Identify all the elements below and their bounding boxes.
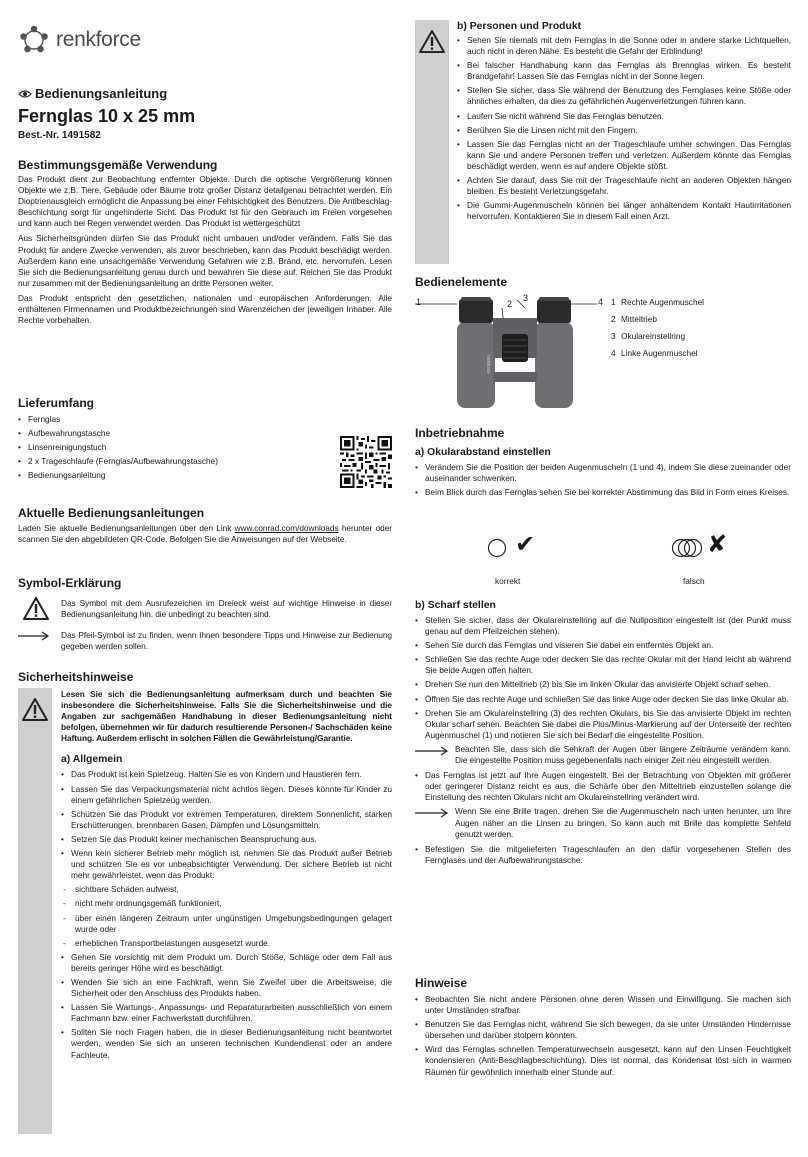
notes-list xyxy=(415,994,791,1078)
list-item: • Schließen Sie das rechte Auge oder decken Sie das rechte Okular mit der Hand leicht ab während Sie beide Augen offen halten. xyxy=(415,654,791,676)
manuals-section xyxy=(18,506,392,549)
conditions-list xyxy=(61,884,392,948)
list-item: • Das Produkt ist kein Spielzeug. Halten Sie es von Kindern und Haustieren fern. xyxy=(61,769,392,780)
focus-list xyxy=(415,615,791,741)
list-item: • Verändern Sie die Position der beiden Augenmuscheln (1 und 4), indem Sie diese zueinander oder auseinander schwenken. xyxy=(415,462,791,484)
general-list xyxy=(61,769,392,881)
list-item: • Wenn kein sicherer Betrieb mehr möglich ist, nehmen Sie das Produkt außer Betrieb und schützen Sie es vor unbeabsichtigter Verwendung. Der sichere Betrieb ist nicht mehr gewährleistet, wenn das Produkt: xyxy=(61,848,392,881)
list-item: • 2 x Trageschlaufe (Fernglas/Aufbewahrungstasche) xyxy=(18,456,392,467)
general-heading: a) Allgemein xyxy=(61,754,123,766)
warning-icon xyxy=(22,596,50,621)
list-item: • Bei falscher Handhabung kann das Fernglas als Brennglas wirken. Es besteht Brandgefahr! Lassen Sie das Fernglas nicht in der Sonne liegen. xyxy=(457,60,791,82)
list-item: - nicht mehr ordnungsgemäß funktioniert, xyxy=(61,898,392,909)
list-item: • Beim Blick durch das Fernglas sehen Sie bei korrekter Abstimmung das Bild in Form eines Kreises. xyxy=(415,487,791,498)
callout-label: 2 xyxy=(507,299,513,309)
list-item: - erheblichen Transportbelastungen ausgesetzt wurde. xyxy=(61,938,392,949)
list-item: • Drehen Sie nun den Mitteltrieb (2) bis Sie im linken Okular das anvisierte Objekt scharf sehen. xyxy=(415,679,791,690)
page-title: Fernglas 10 x 25 mm xyxy=(18,106,196,126)
check-icon: ✔ xyxy=(515,531,536,558)
arrow-right-icon xyxy=(18,631,50,641)
list-item: • Sollten Sie noch Fragen haben, die in dieser Bedienungsanleitung nicht beantwortet werden, wenden Sie sich an unseren technischen Kundendienst oder an andere Fachleute. xyxy=(61,1027,392,1060)
focus-section xyxy=(415,599,791,869)
tip-block xyxy=(415,744,791,766)
qr-code[interactable] xyxy=(340,436,392,488)
notes-heading: Hinweise xyxy=(415,976,468,990)
persons-section xyxy=(457,20,791,225)
controls-heading: Bedienelemente xyxy=(415,275,508,289)
general-list-2 xyxy=(61,952,392,1061)
double-circle-icon xyxy=(671,538,703,558)
list-item: • Laufen Sie nicht während Sie das Fernglas benutzen. xyxy=(457,111,791,122)
renkforce-logo-icon xyxy=(18,25,50,55)
list-item: • Wird das Fernglas schnellen Temperaturwechseln ausgesetzt, kann auf den Linsen Feuchtigkeit kondensieren (Anti-Beschlagbeschichtung). Dies ist normal, das Kondensat löst sich in warmen Räumen für gewöhnlich innerhalb einer Stunde auf. xyxy=(415,1044,791,1077)
warning-icon xyxy=(418,29,446,54)
tip-text: Wenn Sie eine Brille tragen, drehen Sie die Augenmuscheln nach unten herunter, um Ihre Augen näher an die Linsen zu bringen. So kann auch mit Brille das komplette Sehfeld genutzt werden. xyxy=(455,806,791,839)
notes-section xyxy=(415,976,791,1081)
list-item: • Stellen Sie sicher, dass Sie während der Benutzung des Fernglases keine Stöße oder ähnliches erhalten, da dies zu gefährlichen Augenverletzungen führen kann. xyxy=(457,85,791,107)
brand-name: renkforce xyxy=(56,28,141,51)
focus-list-2 xyxy=(415,770,791,803)
list-item: • Lassen Sie das Verpackungsmaterial nicht achtlos liegen. Dieses könnte für Kinder zu einem gefährlichen Spielzeug werden. xyxy=(61,784,392,806)
list-item: • Wenden Sie sich an eine Fachkraft, wenn Sie Zweifel über die Arbeitsweise, die Sicherheit oder den Anschluss des Produkts haben. xyxy=(61,977,392,999)
persons-list xyxy=(457,35,791,222)
doc-type: Bedienungsanleitung xyxy=(35,86,168,101)
eye-icon xyxy=(18,89,32,99)
list-item: • Achten Sie darauf, dass Sie mit der Trageschlaufe nicht an anderen Objekten hängen bleiben. Es besteht Verletzungsgefahr. xyxy=(457,175,791,197)
order-number: Best.-Nr. 1491582 xyxy=(18,130,101,141)
legend-item: 2 Mitteltrieb xyxy=(611,314,657,324)
safety-section xyxy=(18,670,392,684)
intended-use-p3: Das Produkt entspricht den gesetzlichen, nationalen und europäischen Anforderungen. Alle enthaltenen Firmennamen und Produktbezeichnungen sind Warenzeichen der jeweiligen Inhaber. Alle Rechte vorbehalten. xyxy=(18,292,392,326)
brand-logo xyxy=(18,25,158,55)
persons-warning-bar xyxy=(415,20,449,264)
intended-use-p2: Aus Sicherheitsgründen dürfen Sie das Produkt nicht umbauen und/oder verändern. Falls Sie das Produkt für andere Zwecke verwenden, als zuvor beschrieben, kann das Produkt beschädigt werden. Außerdem kann eine unsachgemäße Verwendung Gefahren wie z.B. Brand, etc. hervorrufen. Lesen Sie sich die Bedienungsanleitung genau durch und bewahren Sie diese auf. Reichen Sie das Produkt nur zusammen mit der Bedienungsanleitung an dritte Personen weiter. xyxy=(18,233,392,288)
focus-list-3 xyxy=(415,844,791,866)
tip-block xyxy=(415,806,791,839)
list-item: • Beobachten Sie nicht andere Personen ohne deren Wissen und Einwilligung. Sie machen sich unter Umständen strafbar. xyxy=(415,994,791,1016)
delivery-heading: Lieferumfang xyxy=(18,396,95,410)
intended-use-heading: Bestimmungsgemäße Verwendung xyxy=(18,158,218,172)
symbols-heading: Symbol-Erklärung xyxy=(18,576,122,590)
warning-icon xyxy=(21,697,49,722)
list-item: • Benutzen Sie das Fernglas nicht, während Sie sich bewegen, da sie unter Umständen Hindernisse übersehen und darüber stolpern könnten. xyxy=(415,1019,791,1041)
safety-body xyxy=(61,689,392,1064)
list-item: • Fernglas xyxy=(18,414,392,425)
list-item: • Das Fernglas ist jetzt auf Ihre Augen eingestellt. Bei der Betrachtung von Objekten mit größerer oder geringerer Distanz reicht es aus, die Schärfe über den Mitteltrieb einzustellen solange die Einstellung des rechten Okulars nicht am Okulareinstellring verändert wird. xyxy=(415,770,791,803)
intended-use-section xyxy=(18,158,392,330)
callout-label: 1 xyxy=(416,297,422,307)
list-item: • Öffnen Sie das rechte Auge und schließen Sie das linke Auge oder decken Sie das linke Okular ab. xyxy=(415,694,791,705)
list-item: • Befestigen Sie die mitgelieferten Trageschlaufen an den dafür vorgesehenen Stellen des Fernglases und der Aufbewahrungstasche. xyxy=(415,844,791,866)
wrong-label: falsch xyxy=(683,576,705,586)
warning-symbol-text: Das Symbol mit dem Ausrufezeichen im Dreieck weist auf wichtige Hinweise in dieser Bedienungsanleitung hin, die unbedingt zu beachten sind. xyxy=(61,598,392,620)
list-item: - sichtbare Schäden aufweist, xyxy=(61,884,392,895)
list-item: • Lassen Sie Wartungs-, Anpassungs- und Reparaturarbeiten ausschließlich von einem Fachmann bzw. einer Fachwerkstatt durchführen. xyxy=(61,1002,392,1024)
symbols-section xyxy=(18,576,392,652)
eye-distance-heading: a) Okularabstand einstellen xyxy=(415,447,551,458)
list-item: • Aufbewahrungstasche xyxy=(18,428,392,439)
bridge-brand-label: renkforce xyxy=(486,355,491,374)
list-item: • Die Gummi-Augenmuscheln können bei länger anhaltendem Kontakt Hautirritationen hervorrufen. Kontaktieren Sie in diesem Fall einen Arzt. xyxy=(457,200,791,222)
operation-section xyxy=(415,426,791,501)
cross-icon: ✘ xyxy=(707,531,728,558)
list-item: • Linsenreinigungstuch xyxy=(18,442,392,453)
legend-item: 4 Linke Augenmuschel xyxy=(611,348,698,358)
list-item: • Lassen Sie das Fernglas nicht an der Trageschlaufe umher schwingen. Das Fernglas kann Sie und andere Personen treffen und verletzen. Außerdem könnte das Fernglas beschädigt werden, wenn es auf andere Objekte stößt. xyxy=(457,139,791,172)
list-item: • Setzen Sie das Produkt keiner mechanischen Beanspruchung aus. xyxy=(61,834,392,845)
legend-item: 3 Okulareinstellring xyxy=(611,331,686,341)
callout-label: 4 xyxy=(598,297,604,307)
persons-heading: b) Personen und Produkt xyxy=(457,21,582,32)
operation-heading: Inbetriebnahme xyxy=(415,426,505,440)
arrow-right-icon xyxy=(415,808,449,818)
focus-heading: b) Scharf stellen xyxy=(415,600,496,611)
list-item: • Stellen Sie sicher, dass der Okulareinstellring auf die Nullposition eingestellt ist (der Punkt muss genau auf dem Pfeilzeichen stehen). xyxy=(415,615,791,637)
title-block xyxy=(18,86,392,142)
safety-warning-bar xyxy=(18,688,52,1134)
list-item: • Drehen Sie am Okulareinstellring (3) des rechten Okulars, bis Sie das anvisierte Objekt im rechten Okular scharf sehen. Beachten Sie dabei die Plus/Minus-Markierung auf der Unterseite der rechten Augenmuschel (1) und notieren Sie sich bei Bedarf die eingestellte Position. xyxy=(415,708,791,741)
controls-legend xyxy=(611,297,791,365)
intended-use-p1: Das Produkt dient zur Beobachtung entfernter Objekte. Durch die optische Vergrößerung können Objekte wie z.B. Tiere, Gebäude oder Bäume trotz großer Distanz detailgenau betrachtet werden. Ein Dioptrienausgleich ermöglicht die Anpassung bei einer Fehlsichtigkeit des Benutzers. Die Antibeschlag-Beschichtung sorgt für ungehinderte Sicht. Das Produkt ist für den Gebrauch im Freien vorgesehen und kann auch bei Regen verwendet werden. Das Produkt ist wettergeschützt xyxy=(18,174,393,229)
eye-distance-list xyxy=(415,462,791,498)
safety-intro: Lesen Sie sich die Bedienungsanleitung aufmerksam durch und beachten Sie insbesondere die Sicherheitshinweise. Falls Sie die Sicherheitshinweise und die Angaben zur sachgemäßen Handhabung in dieser Bedienungsanleitung nicht befolgen, übernehmen wir für dadurch resultierende Personen-/ Sachschäden keine Haftung. Außerdem erlischt in solchen Fällen die Gewährleistung/Garantie. xyxy=(61,689,392,744)
single-circle-icon xyxy=(487,538,507,558)
manuals-text: Laden Sie aktuelle Bedienungsanleitungen über den Link www.conrad.com/downloads herunter oder scannen Sie den abgebildeten QR-Code. Befolgen Sie die Anweisungen auf der Webseite. xyxy=(18,523,393,545)
list-item: • Bedienungsanleitung xyxy=(18,470,392,481)
arrow-right-icon xyxy=(415,746,449,756)
list-item: - über einen längeren Zeitraum unter ungünstigen Umgebungsbedingungen gelagert wurde oder xyxy=(61,913,392,935)
arrow-symbol-text: Das Pfeil-Symbol ist zu finden, wenn Ihnen besondere Tipps und Hinweise zur Bedienung gegeben werden sollen. xyxy=(61,630,392,652)
delivery-section xyxy=(18,396,392,484)
binoculars-diagram xyxy=(415,294,605,414)
list-item: • Berühren Sie die Linsen nicht mit den Fingern. xyxy=(457,125,791,136)
callout-label: 3 xyxy=(523,293,529,303)
controls-section xyxy=(415,275,791,289)
correct-label: korrekt xyxy=(495,576,521,586)
list-item: • Schützen Sie das Produkt vor extremen Temperaturen, direktem Sonnenlicht, starken Erschütterungen, brennbaren Gasen, Dämpfen und Lösungsmitteln. xyxy=(61,809,392,831)
legend-item: 1 Rechte Augenmuschel xyxy=(611,297,705,307)
delivery-list xyxy=(18,414,392,481)
tip-text: Beachten Sie, dass sich die Sehkraft der Augen über längere Zeiträume verändern kann. Die eingestellte Position muss gegebenenfalls nach einiger Zeit neu eingestellt werden. xyxy=(455,743,791,766)
list-item: • Sehen Sie durch das Fernglas und visieren Sie dabei ein entferntes Objekt an. xyxy=(415,640,791,651)
safety-heading: Sicherheitshinweise xyxy=(18,670,134,684)
manuals-heading: Aktuelle Bedienungsanleitungen xyxy=(18,506,205,520)
downloads-link[interactable]: www.conrad.com/downloads xyxy=(234,523,339,533)
list-item: • Sehen Sie niemals mit dem Fernglas in die Sonne oder in andere starke Lichtquellen, auch nicht in deren Nähe. Es besteht die Gefahr der Erblindung! xyxy=(457,35,791,57)
list-item: • Gehen Sie vorsichtig mit dem Produkt um. Durch Stöße, Schläge oder dem Fall aus bereits geringer Höhe wird es beschädigt. xyxy=(61,952,392,974)
